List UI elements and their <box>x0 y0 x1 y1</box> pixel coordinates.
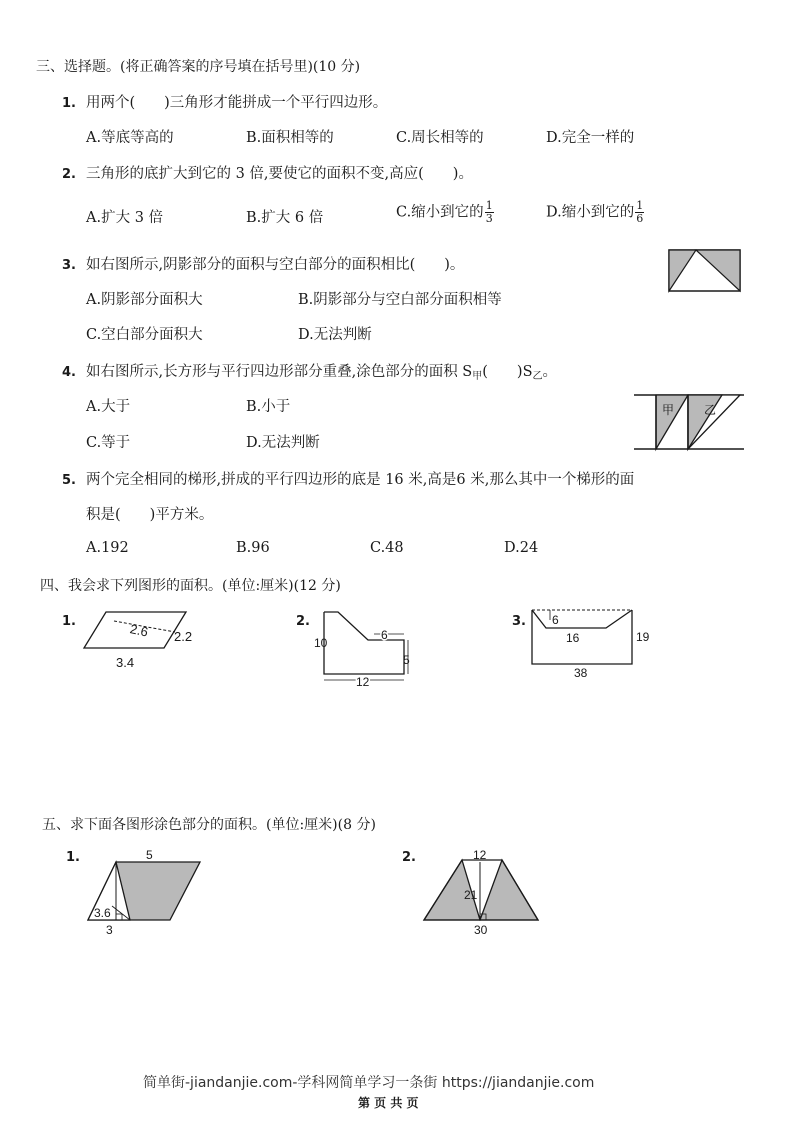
label-step-height: 5 <box>403 653 410 667</box>
q5-option-d[interactable]: D.24 <box>504 540 539 556</box>
q1-option-b[interactable]: B.面积相等的 <box>246 130 334 146</box>
question-1 <box>62 91 387 112</box>
fraction-one-sixth: $\frac{1}{6}$ <box>636 199 644 225</box>
s5-figure-2-number: 2. <box>402 850 416 865</box>
label-height: 3.6 <box>94 906 111 920</box>
q5-option-a[interactable]: A.192 <box>86 540 129 556</box>
label-bottom-width: 12 <box>356 675 370 689</box>
fraction-one-third: $\frac{1}{3}$ <box>485 199 493 225</box>
s5-figure-2-shaded-trapezoid <box>420 846 546 938</box>
question-3 <box>62 253 464 274</box>
section-5-heading: 五、求下面各图形涂色部分的面积。(单位:厘米)(8 分) <box>42 817 376 833</box>
q4-option-c[interactable]: C.等于 <box>86 435 131 451</box>
q5-option-c[interactable]: C.48 <box>370 540 404 556</box>
label-notch-width: 16 <box>566 631 580 645</box>
q4-option-a[interactable]: A.大于 <box>86 399 131 415</box>
q2-option-c[interactable] <box>396 200 494 225</box>
label-base: 30 <box>474 923 488 937</box>
question-number: 4. <box>62 365 76 380</box>
q3-figure-shaded-rectangle <box>668 249 742 293</box>
q5-option-b[interactable]: B.96 <box>236 540 270 556</box>
q3-option-a[interactable]: A.阴影部分面积大 <box>86 292 203 308</box>
question-2 <box>62 162 473 183</box>
question-number: 1. <box>62 96 76 111</box>
q2-option-d[interactable] <box>546 200 644 225</box>
q2-option-b[interactable]: B.扩大 6 倍 <box>246 210 324 226</box>
label-top-width: 6 <box>381 628 388 642</box>
label-height: 21 <box>464 888 478 902</box>
question-text: 如右图所示,阴影部分的面积与空白部分的面积相比( )。 <box>85 257 465 273</box>
label-notch-depth: 6 <box>552 613 559 627</box>
question-text: 两个完全相同的梯形,拼成的平行四边形的底是 16 米,高是6 米,那么其中一个梯形的面 <box>85 472 635 488</box>
label-yi: 乙 <box>704 403 717 417</box>
s4-figure-2-polygon <box>312 606 422 690</box>
q1-option-a[interactable]: A.等底等高的 <box>86 130 174 146</box>
question-number: 2. <box>62 167 76 182</box>
s5-figure-1-shaded-parallelogram <box>82 844 212 938</box>
q1-option-c[interactable]: C.周长相等的 <box>396 130 484 146</box>
q4-option-b[interactable]: B.小于 <box>246 399 291 415</box>
question-text: 三角形的底扩大到它的 3 倍,要使它的面积不变,高应( )。 <box>85 166 473 182</box>
section-4-heading: 四、我会求下列图形的面积。(单位:厘米)(12 分) <box>40 578 341 594</box>
question-number: 3. <box>62 258 76 273</box>
question-4: 4. 如右图所示,长方形与平行四边形部分重叠,涂色部分的面积 $S_甲$( )$S_乙$。 <box>62 364 557 382</box>
label-top: 5 <box>146 848 153 862</box>
label-height: 19 <box>636 630 650 644</box>
q3-option-b[interactable]: B.阴影部分与空白部分面积相等 <box>298 292 502 308</box>
q3-option-d[interactable]: D.无法判断 <box>298 327 372 343</box>
label-width: 38 <box>574 666 588 680</box>
s4-figure-2-number: 2. <box>296 614 310 629</box>
question-5-line2: 积是( )平方米。 <box>86 507 214 523</box>
q1-option-d[interactable]: D.完全一样的 <box>546 130 635 146</box>
question-5 <box>62 468 634 489</box>
q4-option-d[interactable]: D.无法判断 <box>246 435 320 451</box>
label-top: 12 <box>473 848 487 862</box>
label-left-height: 10 <box>314 636 328 650</box>
section-3-heading: 三、选择题。(将正确答案的序号填在括号里)(10 分) <box>36 59 361 75</box>
s4-figure-3-rectangle-notch <box>528 604 668 682</box>
label-base: 3 <box>106 923 113 937</box>
label-side: 2.2 <box>174 629 193 644</box>
page-number: 第 页 共 页 <box>358 1096 419 1110</box>
label-jia: 甲 <box>662 403 675 417</box>
s5-figure-1-number: 1. <box>66 850 80 865</box>
q4-figure-overlap <box>634 392 746 452</box>
s4-figure-3-number: 3. <box>512 614 526 629</box>
label-base: 3.4 <box>116 655 135 670</box>
question-text: 用两个( )三角形才能拼成一个平行四边形。 <box>85 95 388 111</box>
question-number: 5. <box>62 473 76 488</box>
option-text: D.缩小到它的 <box>546 204 635 221</box>
q2-option-a[interactable]: A.扩大 3 倍 <box>86 210 164 226</box>
s4-figure-1-number: 1. <box>62 614 76 629</box>
footer-site: 简单街-jiandanjie.com-学科网简单学习一条街 https://jiandanjie.com <box>143 1075 595 1091</box>
s4-figure-1-parallelogram <box>80 606 210 678</box>
option-text: C.缩小到它的 <box>396 204 484 221</box>
label-height: 2.6 <box>128 621 150 640</box>
q3-option-c[interactable]: C.空白部分面积大 <box>86 327 203 343</box>
